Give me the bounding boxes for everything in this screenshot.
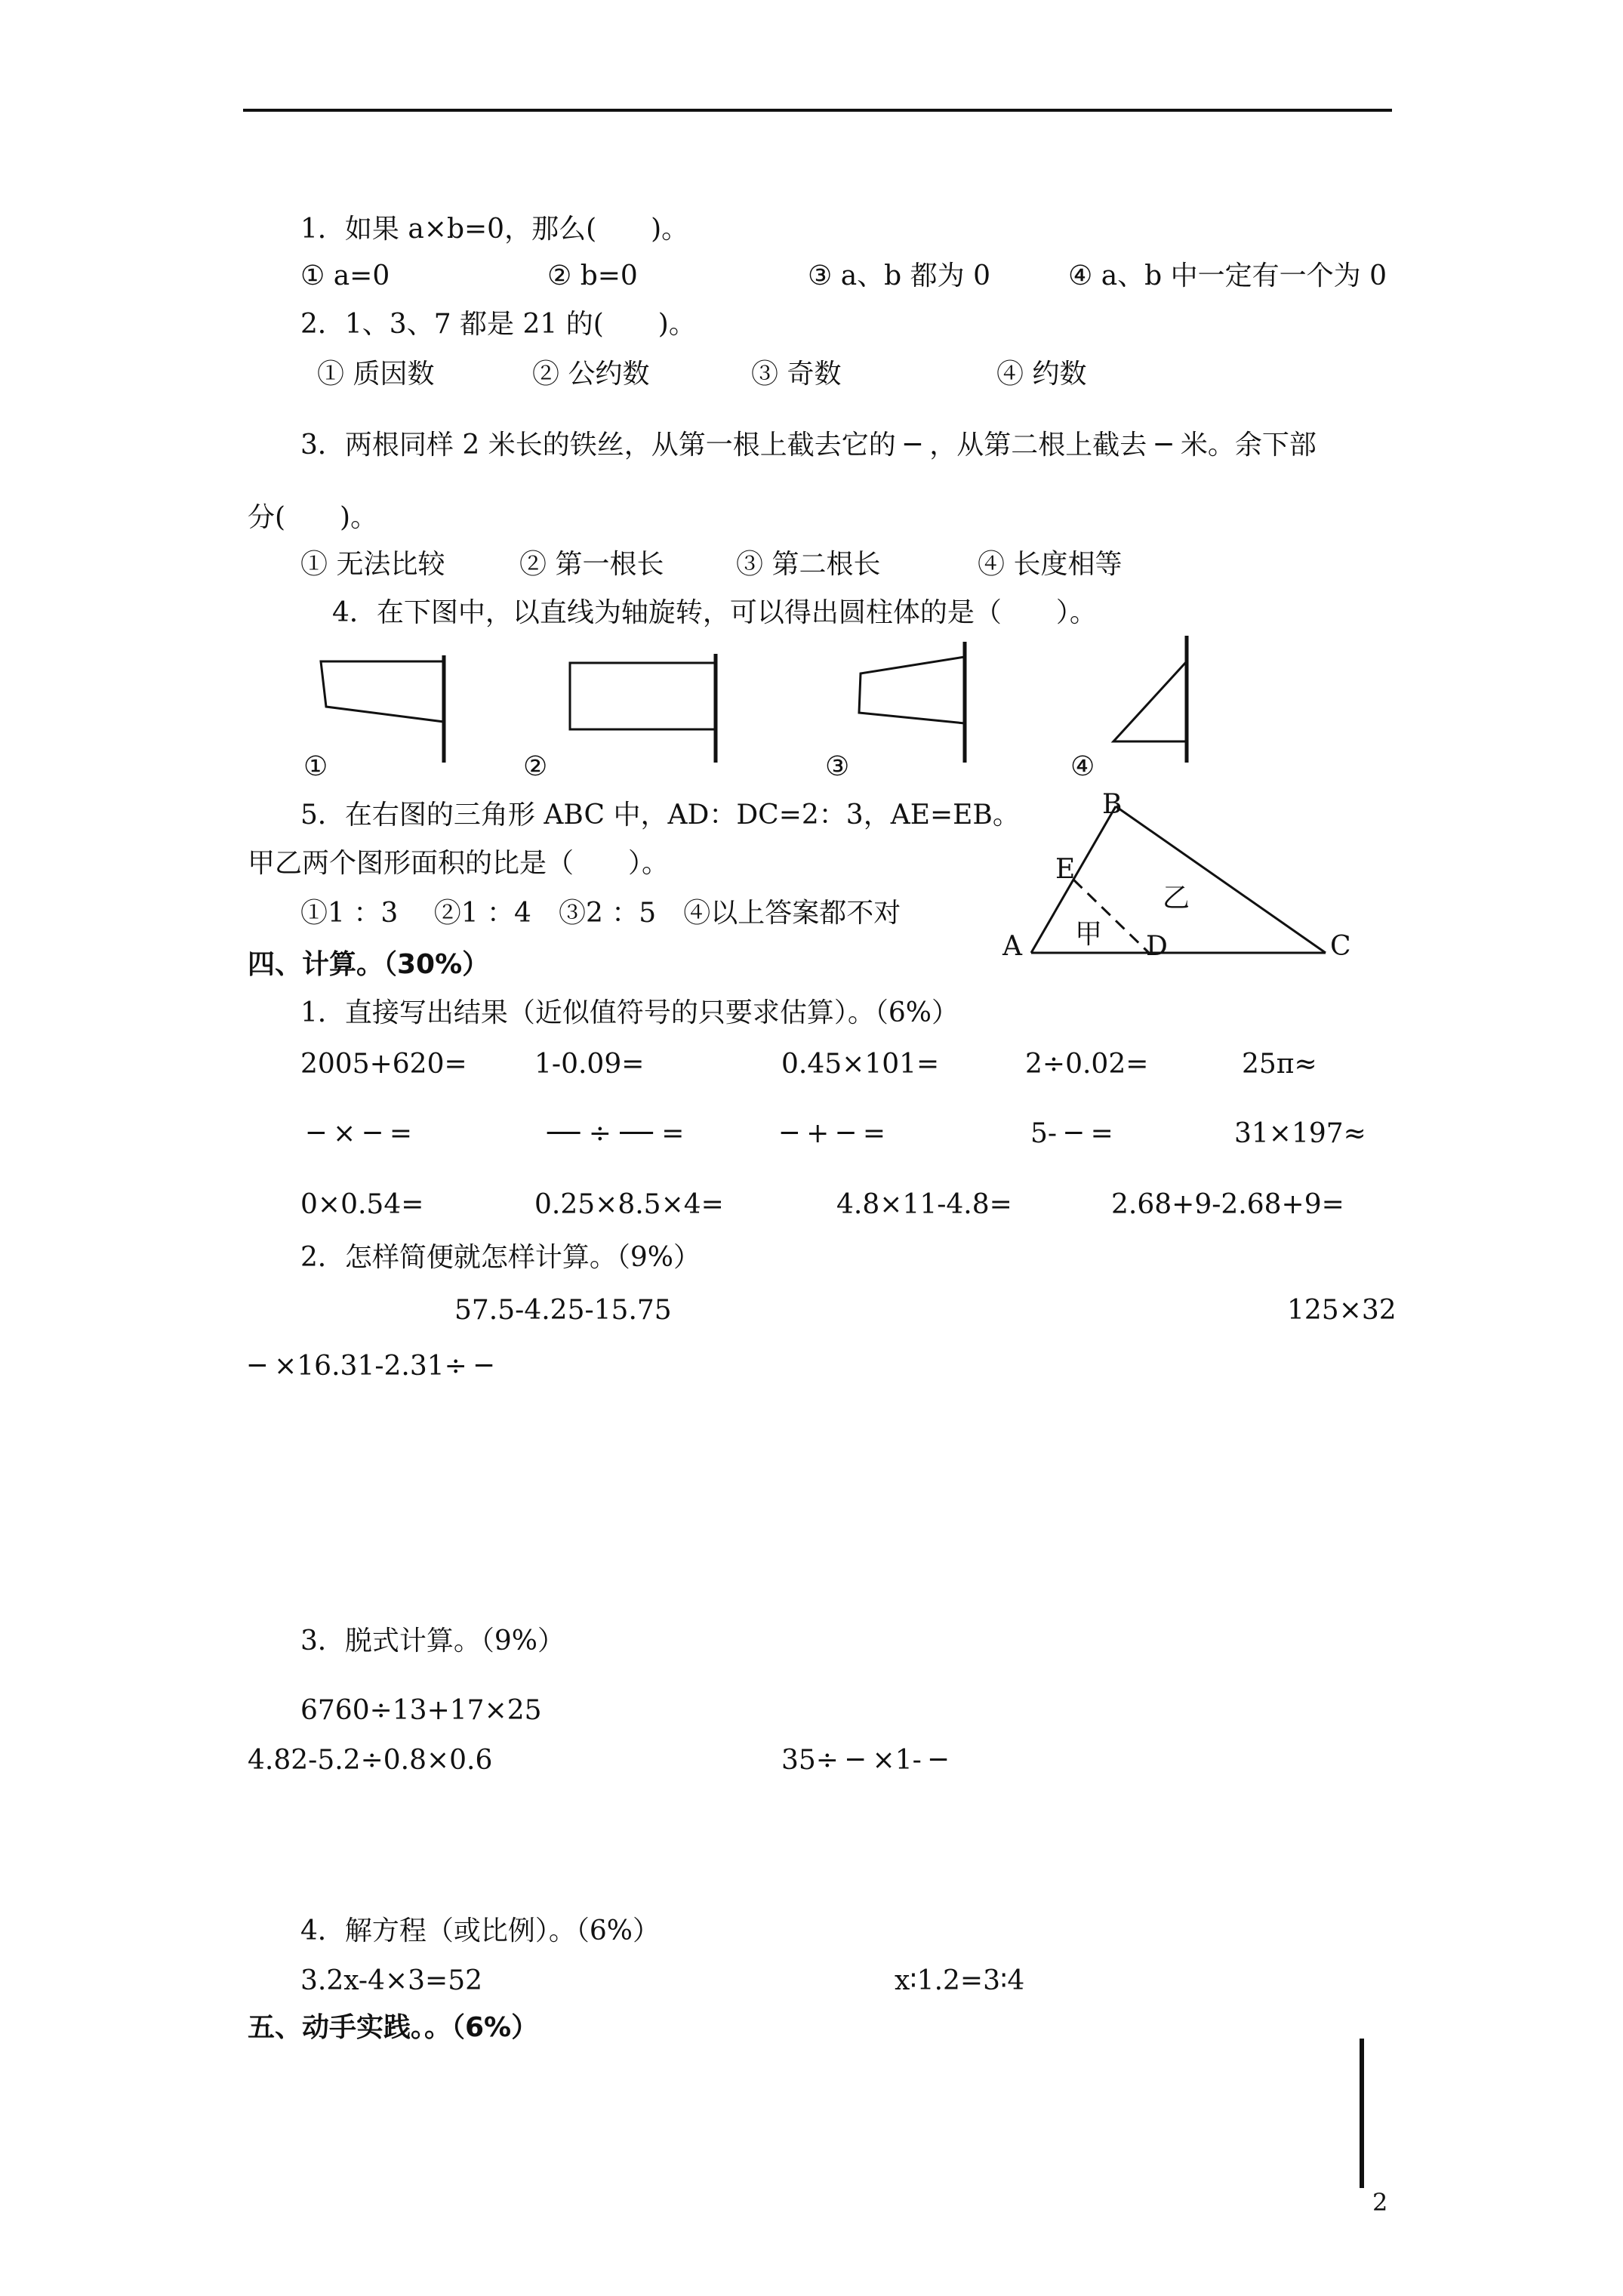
q5-stem-continued: 甲乙两个图形面积的比是（ ）。 (248, 848, 670, 879)
part-2-item-2: 125×32 (1287, 1295, 1397, 1326)
q5-stem: 5．在右图的三角形 ABC 中，AD：DC=2：3，AE=EB。 (300, 800, 1020, 831)
part-1-title: 1．直接写出结果（近似值符号的只要求估算）。（6%） (300, 997, 959, 1028)
q5-point-d: D (1146, 931, 1168, 962)
calc-r2-c3: ─ + ─ = (781, 1118, 886, 1149)
q5-region-jia: 甲 (1075, 919, 1103, 950)
q4-label-1: ① (303, 751, 328, 782)
calc-r3-c3: 4.8×11-4.8= (836, 1189, 1012, 1220)
calc-r2-c5: 31×197≈ (1234, 1118, 1366, 1149)
part-2-item-3: ─ ×16.31-2.31÷ ─ (249, 1351, 492, 1382)
q2-stem: 2．1、3、7 都是 21 的( )。 (300, 309, 696, 340)
q3-option-4: ④ 长度相等 (978, 549, 1123, 580)
q5-point-c: C (1330, 931, 1351, 962)
calc-r1-c1: 2005+620= (300, 1049, 467, 1080)
calc-r1-c2: 1-0.09= (534, 1049, 645, 1080)
q5-point-e: E (1055, 854, 1076, 885)
part-3-item-1: 6760÷13+17×25 (300, 1695, 542, 1726)
section-4-title: 四、计算。（30%） (248, 949, 490, 980)
q4-label-4: ④ (1070, 751, 1095, 782)
q2-option-1: ① 质因数 (317, 359, 435, 390)
section-5-title: 五、动手实践。。（6%） (248, 2012, 539, 2043)
q2-option-3: ③ 奇数 (751, 359, 842, 390)
q2-option-2: ② 公约数 (532, 359, 650, 390)
calc-r3-c4: 2.68+9-2.68+9= (1111, 1189, 1344, 1220)
q5-options: ①1 ：3 ②1 ：4 ③2 ：5 ④以上答案都不对 (300, 898, 901, 929)
part-4-item-2: x∶1.2=3∶4 (895, 1965, 1025, 1996)
part-3-item-2: 4.82-5.2÷0.8×0.6 (248, 1745, 493, 1776)
q1-option-1: ① a=0 (300, 260, 390, 291)
q3-option-3: ③ 第二根长 (736, 549, 881, 580)
q1-option-2: ② b=0 (547, 260, 638, 291)
q4-stem: 4．在下图中，以直线为轴旋转，可以得出圆柱体的是（ ）。 (332, 597, 1097, 628)
calc-r3-c1: 0×0.54= (300, 1189, 424, 1220)
q4-label-2: ② (523, 751, 548, 782)
calc-r2-c4: 5- ─ = (1030, 1118, 1113, 1149)
q1-option-4: ④ a、b 中一定有一个为 0 (1068, 260, 1387, 291)
page-number: 2 (1372, 2188, 1388, 2217)
q2-option-4: ④ 约数 (996, 359, 1087, 390)
calc-r3-c2: 0.25×8.5×4= (534, 1189, 724, 1220)
q4-label-3: ③ (825, 751, 850, 782)
q3-option-2: ② 第一根长 (519, 549, 664, 580)
q3-stem-continued: 分( )。 (248, 502, 378, 533)
q3-option-1: ① 无法比较 (300, 549, 445, 580)
q5-region-yi: 乙 (1163, 883, 1190, 914)
part-4-item-1: 3.2x-4×3=52 (300, 1965, 483, 1996)
calc-r1-c4: 2÷0.02= (1025, 1049, 1149, 1080)
calc-r1-c3: 0.45×101= (781, 1049, 940, 1080)
part-3-title: 3．脱式计算。（9%） (300, 1626, 565, 1657)
q1-option-3: ③ a、b 都为 0 (808, 260, 991, 291)
q5-point-a: A (1002, 931, 1022, 962)
part-2-title: 2．怎样简便就怎样计算。（9%） (300, 1242, 701, 1273)
q1-stem: 1．如果 a×b=0，那么( )。 (300, 214, 689, 245)
q3-stem: 3．两根同样 2 米长的铁丝，从第一根上截去它的 ─ ，从第二根上截去 ─ 米。余下部 (300, 430, 1317, 461)
part-3-item-3: 35÷ ─ ×1- ─ (781, 1745, 947, 1776)
part-2-item-1: 57.5-4.25-15.75 (454, 1295, 672, 1326)
calc-r1-c5: 25π≈ (1242, 1049, 1317, 1080)
calc-r2-c2: ── ÷ ── = (547, 1118, 685, 1149)
q5-point-b: B (1102, 789, 1123, 820)
calc-r2-c1: ─ × ─ = (308, 1118, 413, 1149)
part-4-title: 4．解方程（或比例）。（6%） (300, 1915, 661, 1946)
